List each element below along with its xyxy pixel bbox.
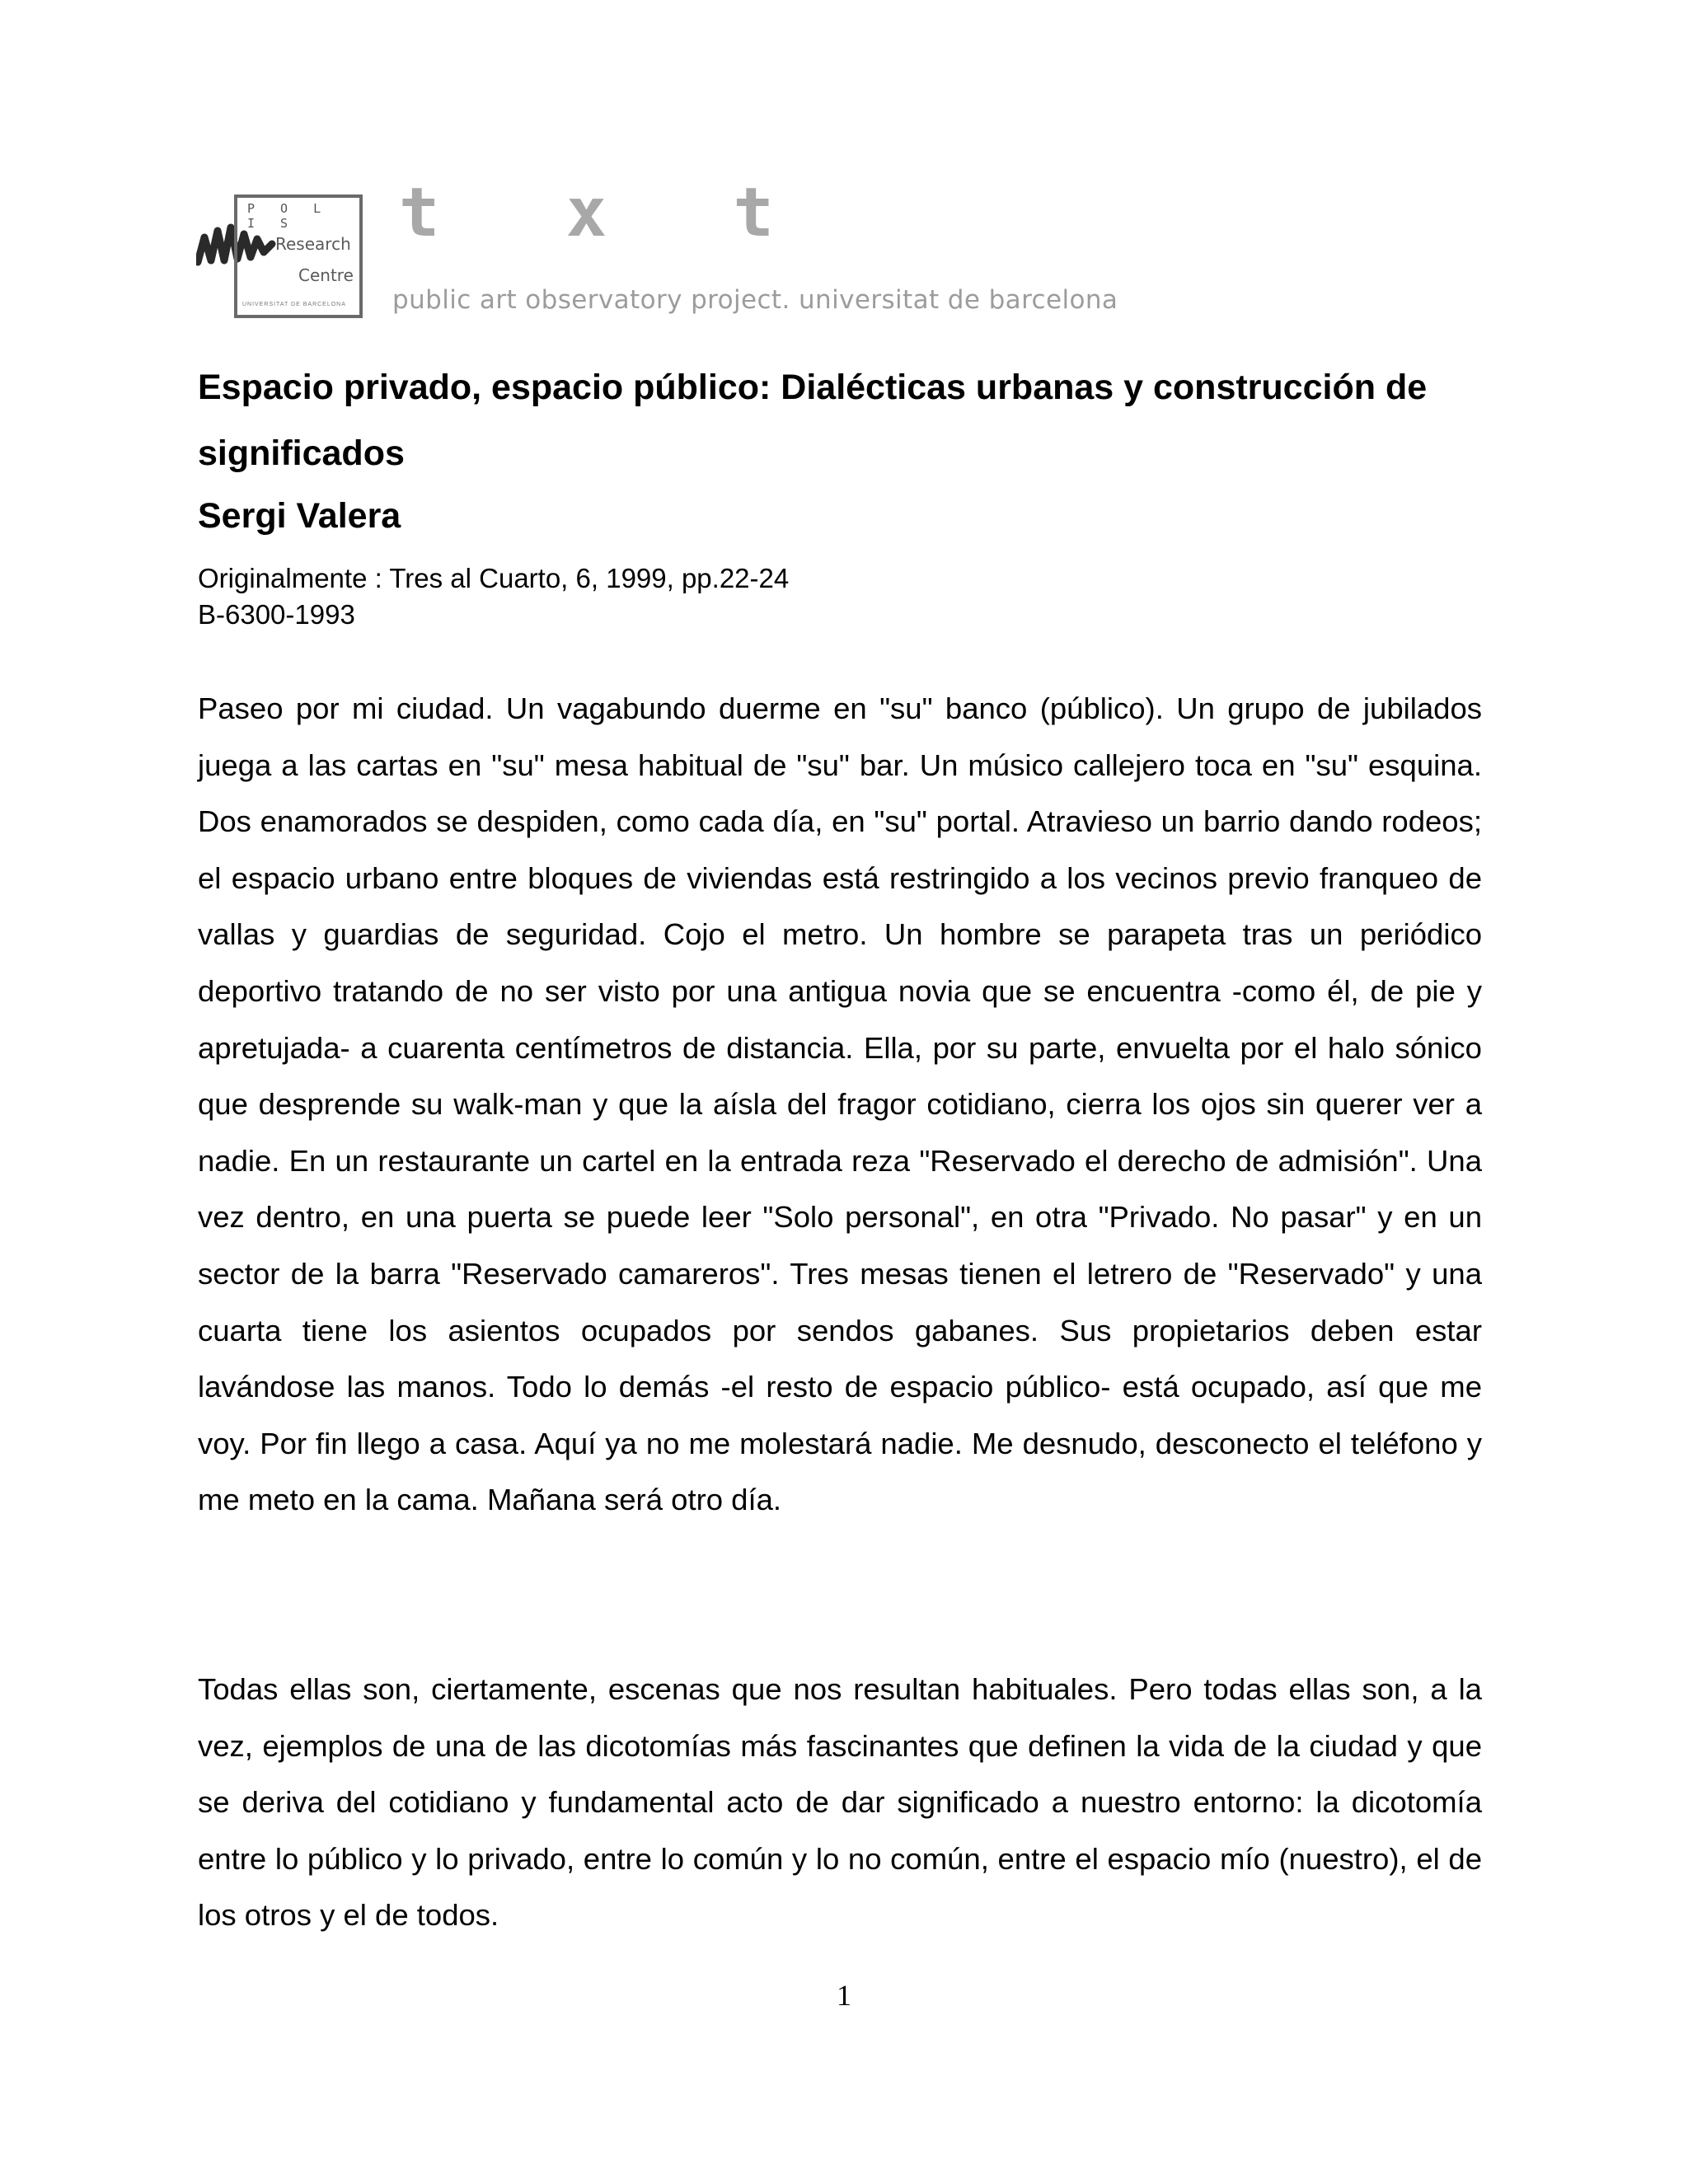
article-source: Originalmente : Tres al Cuarto, 6, 1999, pp.22-24 <box>198 563 790 593</box>
body-paragraph: Paseo por mi ciudad. Un vagabundo duerme en "su" banco (público). Un grupo de jubilados juega a las cartas en "su" mesa habitual de "su" bar. Un músico callejero toca en "su" esquina. Dos enamorados se despiden, como cada día, en "su" portal. Atravieso un barrio dando rodeos; el espacio urbano entre bloques de viviendas está restringido a los vecinos previo franqueo de vallas y guardias de seguridad. Cojo el metro. Un hombre se parapeta tras un periódico deportivo tratando de no ser visto por una antigua novia que se encuentra -como él, de pie y apretujada- a cuarenta centímetros de distancia. Ella, por su parte, envuelta por el halo sónico que desprende su walk-man y que la aísla del fragor cotidiano, cierra los ojos sin querer ver a nadie. En un restaurante un cartel en la entrada reza "Reservado el derecho de admisión". Una vez dentro, en una puerta se puede leer "Solo personal", en otra "Privado. No pasar" y en un sector de la barra "Reservado camareros". Tres mesas tienen el letrero de "Reservado" y una cuarta tiene los asientos ocupados por sendos gabanes. Sus propietarios deben estar lavándose las manos. Todo lo demás -el resto de espacio público- está ocupado, así que me voy. Por fin llego a casa. Aquí ya no me molestará nadie. Me desnudo, desconecto el teléfono y me meto en la cama. Mañana será otro día. <box>198 691 1482 1517</box>
article-author: Sergi Valera <box>198 496 401 536</box>
legal-deposit: B-6300-1993 <box>198 599 355 630</box>
project-tagline: public art observatory project. universitat de barcelona <box>392 285 1118 315</box>
body-paragraph: Todas ellas son, ciertamente, escenas que nos resultan habituales. Pero todas ellas son, a la vez, ejemplos de una de las dicotomías más fascinantes que definen la vida de la ciudad y que se deriva del cotidiano y fundamental acto de dar significado a nuestro entorno: la dicotomía entre lo público y lo privado, entre lo común y lo no común, entre el espacio mío (nuestro), el de los otros y el de todos. <box>198 1672 1482 1933</box>
logo-university-text: UNIVERSITAT DE BARCELONA <box>242 302 346 307</box>
logo-research-text: Research <box>275 234 351 254</box>
article-meta <box>198 560 789 633</box>
txt-wordmark: t x t <box>399 174 817 252</box>
logo-polis-text: P O L I S <box>247 201 331 231</box>
page-number: 1 <box>837 1979 851 2012</box>
article-title: Espacio privado, espacio público: Dialécticas urbanas y construcción de significados <box>198 368 1428 473</box>
logo-centre-text: Centre <box>298 265 354 285</box>
polis-logo <box>196 194 365 320</box>
